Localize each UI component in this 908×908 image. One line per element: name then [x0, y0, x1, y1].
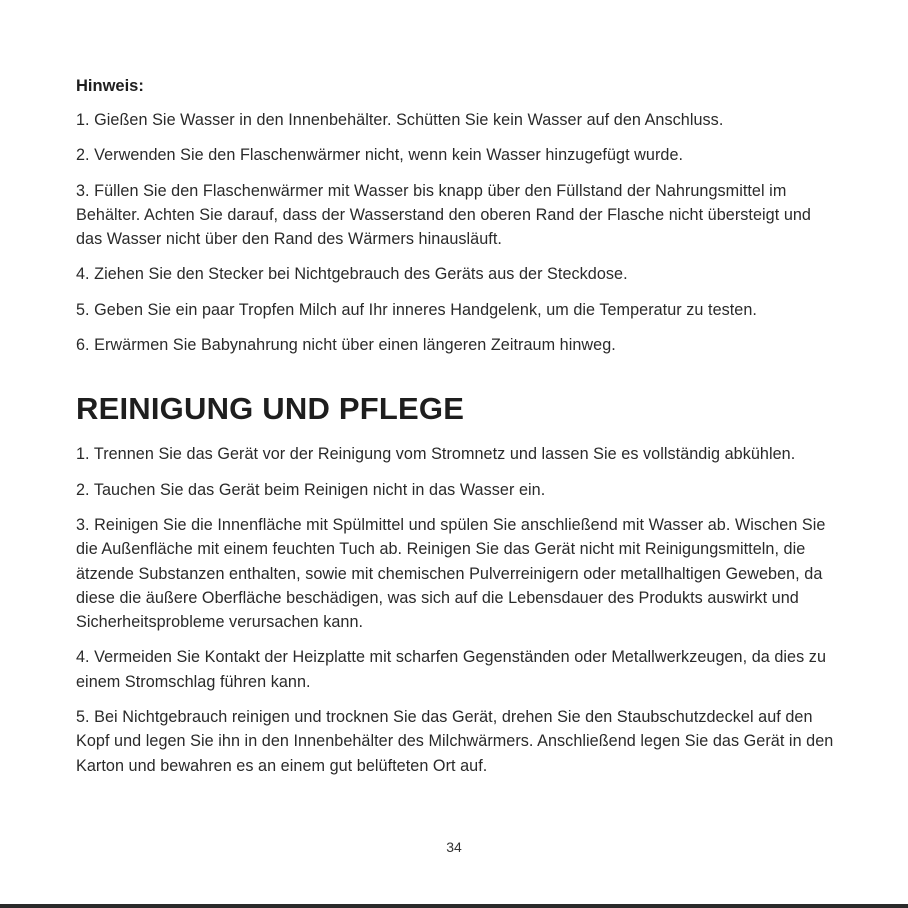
bottom-divider [0, 904, 908, 908]
cleaning-item-3: 3. Reinigen Sie die Innenfläche mit Spülmittel und spülen Sie anschließend mit Wasser ab. Wischen Sie die Außenfläche mit einem feuchten Tuch ab. Reinigen Sie das Gerät nicht mit Reinigungsmitteln, die ätzende Substanzen enthalten, sowie mit chemischen Pulverreinigern oder metallhaltigen Geweben, da diese die äußere Oberfläche beschädigen, was sich auf die Lebensdauer des Produkts auswirkt und Sicherheitsprobleme verursachen kann. [76, 515, 826, 632]
note-item-3: 3. Füllen Sie den Flaschenwärmer mit Wasser bis knapp über den Füllstand der Nahrungsmittel im Behälter. Achten Sie darauf, dass der Wasserstand den oberen Rand der Flasche nicht übersteigt und das Wasser nicht über den Rand des Wärmers hinausläuft. [76, 181, 811, 249]
page-number: 34 [446, 839, 462, 855]
cleaning-item-2: 2. Tauchen Sie das Gerät beim Reinigen nicht in das Wasser ein. [76, 480, 546, 499]
page-content [76, 74, 836, 789]
note-item-2: 2. Verwenden Sie den Flaschenwärmer nicht, wenn kein Wasser hinzugefügt wurde. [76, 146, 684, 165]
note-item-6: 6. Erwärmen Sie Babynahrung nicht über einen längeren Zeitraum hinweg. [76, 336, 616, 355]
cleaning-item-4: 4. Vermeiden Sie Kontakt der Heizplatte mit scharfen Gegenständen oder Metallwerkzeugen, da dies zu einem Stromschlag führen kann. [76, 648, 826, 691]
note-item-5: 5. Geben Sie ein paar Tropfen Milch auf Ihr inneres Handgelenk, um die Temperatur zu testen. [76, 300, 757, 319]
note-item-4: 4. Ziehen Sie den Stecker bei Nichtgebrauch des Geräts aus der Steckdose. [76, 265, 628, 284]
note-item-1: 1. Gießen Sie Wasser in den Innenbehälter. Schütten Sie kein Wasser auf den Anschluss. [76, 111, 724, 129]
cleaning-item-1: 1. Trennen Sie das Gerät vor der Reinigung vom Stromnetz und lassen Sie es vollständig abkühlen. [76, 445, 796, 464]
section-heading-cleaning: REINIGUNG UND PFLEGE [76, 391, 465, 427]
note-title: Hinweis: [76, 77, 144, 95]
cleaning-item-5: 5. Bei Nichtgebrauch reinigen und trocknen Sie das Gerät, drehen Sie den Staubschutzdeckel auf den Kopf und legen Sie ihn in den Innenbehälter des Milchwärmers. Anschließend legen Sie das Gerät in den Karton und bewahren es an einem gut belüfteten Ort auf. [76, 708, 834, 775]
